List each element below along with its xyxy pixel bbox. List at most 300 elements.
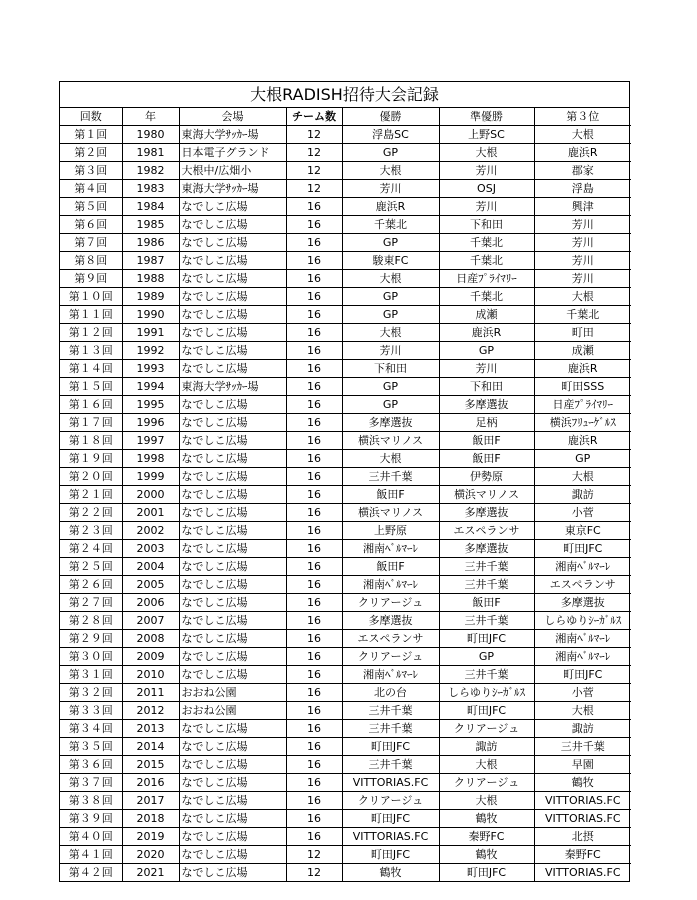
team-count-cell: 16: [286, 486, 342, 504]
year-cell: 2014: [122, 738, 179, 756]
records-body: [60, 126, 631, 882]
team-count-cell: 16: [286, 216, 342, 234]
year-cell: 1986: [122, 234, 179, 252]
edition-cell: 第１３回: [60, 342, 122, 360]
team-count-cell: 16: [286, 360, 342, 378]
runner-up-cell: 千葉北: [439, 252, 534, 270]
header-edition: 回数: [60, 108, 122, 126]
team-count-cell: 16: [286, 432, 342, 450]
third-place-cell: 町田JFC: [534, 666, 631, 684]
third-place-cell: 小菅: [534, 684, 631, 702]
edition-cell: 第１０回: [60, 288, 122, 306]
winner-cell: 鹿浜R: [342, 198, 439, 216]
edition-cell: 第１７回: [60, 414, 122, 432]
year-cell: 2007: [122, 612, 179, 630]
third-place-cell: 秦野FC: [534, 846, 631, 864]
runner-up-cell: 上野SC: [439, 126, 534, 144]
team-count-cell: 16: [286, 666, 342, 684]
third-place-cell: 芳川: [534, 234, 631, 252]
year-cell: 2010: [122, 666, 179, 684]
table-row: [60, 126, 631, 144]
header-row: [60, 108, 631, 126]
runner-up-cell: 多摩選抜: [439, 540, 534, 558]
year-cell: 2016: [122, 774, 179, 792]
winner-cell: VITTORIAS.FC: [342, 774, 439, 792]
edition-cell: 第１１回: [60, 306, 122, 324]
runner-up-cell: 大根: [439, 756, 534, 774]
winner-cell: 飯田F: [342, 486, 439, 504]
year-cell: 2020: [122, 846, 179, 864]
team-count-cell: 12: [286, 846, 342, 864]
year-cell: 2005: [122, 576, 179, 594]
table-row: [60, 522, 631, 540]
table-row: [60, 450, 631, 468]
edition-cell: 第１回: [60, 126, 122, 144]
winner-cell: 芳川: [342, 180, 439, 198]
team-count-cell: 16: [286, 684, 342, 702]
edition-cell: 第１４回: [60, 360, 122, 378]
edition-cell: 第８回: [60, 252, 122, 270]
team-count-cell: 12: [286, 162, 342, 180]
table-row: [60, 810, 631, 828]
edition-cell: 第４１回: [60, 846, 122, 864]
runner-up-cell: 三井千葉: [439, 558, 534, 576]
year-cell: 2019: [122, 828, 179, 846]
runner-up-cell: 町田JFC: [439, 702, 534, 720]
year-cell: 2012: [122, 702, 179, 720]
winner-cell: GP: [342, 234, 439, 252]
table-row: [60, 342, 631, 360]
year-cell: 2021: [122, 864, 179, 882]
venue-cell: なでしこ広場: [179, 540, 286, 558]
table-row: [60, 738, 631, 756]
third-place-cell: VITTORIAS.FC: [534, 792, 631, 810]
edition-cell: 第９回: [60, 270, 122, 288]
runner-up-cell: 足柄: [439, 414, 534, 432]
venue-cell: なでしこ広場: [179, 414, 286, 432]
edition-cell: 第２２回: [60, 504, 122, 522]
runner-up-cell: 多摩選抜: [439, 396, 534, 414]
third-place-cell: 郡家: [534, 162, 631, 180]
runner-up-cell: GP: [439, 342, 534, 360]
table-row: [60, 792, 631, 810]
winner-cell: クリアージュ: [342, 648, 439, 666]
third-place-cell: 成瀬: [534, 342, 631, 360]
team-count-cell: 16: [286, 558, 342, 576]
venue-cell: おおね公園: [179, 684, 286, 702]
table-row: [60, 396, 631, 414]
third-place-cell: VITTORIAS.FC: [534, 810, 631, 828]
winner-cell: GP: [342, 288, 439, 306]
third-place-cell: しらゆりｼｰｶﾞﾙｽ: [534, 612, 631, 630]
venue-cell: 東海大学ｻｯｶｰ場: [179, 126, 286, 144]
winner-cell: 三井千葉: [342, 702, 439, 720]
year-cell: 2009: [122, 648, 179, 666]
third-place-cell: 大根: [534, 468, 631, 486]
table-row: [60, 468, 631, 486]
header-venue: 会場: [179, 108, 286, 126]
winner-cell: 三井千葉: [342, 720, 439, 738]
team-count-cell: 16: [286, 234, 342, 252]
venue-cell: なでしこ広場: [179, 324, 286, 342]
runner-up-cell: 芳川: [439, 198, 534, 216]
edition-cell: 第３１回: [60, 666, 122, 684]
team-count-cell: 16: [286, 450, 342, 468]
third-place-cell: 湘南ﾍﾞﾙﾏｰﾚ: [534, 648, 631, 666]
year-cell: 1984: [122, 198, 179, 216]
table-row: [60, 540, 631, 558]
team-count-cell: 16: [286, 774, 342, 792]
table-row: [60, 324, 631, 342]
table-row: [60, 198, 631, 216]
edition-cell: 第２回: [60, 144, 122, 162]
team-count-cell: 16: [286, 198, 342, 216]
venue-cell: なでしこ広場: [179, 828, 286, 846]
venue-cell: なでしこ広場: [179, 630, 286, 648]
venue-cell: なでしこ広場: [179, 846, 286, 864]
third-place-cell: 興津: [534, 198, 631, 216]
runner-up-cell: クリアージュ: [439, 720, 534, 738]
venue-cell: なでしこ広場: [179, 522, 286, 540]
year-cell: 2011: [122, 684, 179, 702]
team-count-cell: 16: [286, 306, 342, 324]
table-row: [60, 504, 631, 522]
header-year: 年: [122, 108, 179, 126]
edition-cell: 第３７回: [60, 774, 122, 792]
venue-cell: なでしこ広場: [179, 270, 286, 288]
runner-up-cell: 千葉北: [439, 288, 534, 306]
winner-cell: 湘南ﾍﾞﾙﾏｰﾚ: [342, 576, 439, 594]
runner-up-cell: 下和田: [439, 216, 534, 234]
table-row: [60, 702, 631, 720]
team-count-cell: 16: [286, 756, 342, 774]
winner-cell: クリアージュ: [342, 792, 439, 810]
venue-cell: なでしこ広場: [179, 252, 286, 270]
third-place-cell: 東京FC: [534, 522, 631, 540]
table-row: [60, 774, 631, 792]
table-row: [60, 486, 631, 504]
venue-cell: なでしこ広場: [179, 576, 286, 594]
venue-cell: なでしこ広場: [179, 666, 286, 684]
venue-cell: なでしこ広場: [179, 738, 286, 756]
winner-cell: 大根: [342, 162, 439, 180]
team-count-cell: 16: [286, 738, 342, 756]
year-cell: 1995: [122, 396, 179, 414]
runner-up-cell: エスペランサ: [439, 522, 534, 540]
runner-up-cell: 飯田F: [439, 594, 534, 612]
runner-up-cell: GP: [439, 648, 534, 666]
team-count-cell: 16: [286, 468, 342, 486]
year-cell: 2000: [122, 486, 179, 504]
venue-cell: 大根中/広畑小: [179, 162, 286, 180]
third-place-cell: 湘南ﾍﾞﾙﾏｰﾚ: [534, 558, 631, 576]
table-row: [60, 648, 631, 666]
team-count-cell: 16: [286, 792, 342, 810]
team-count-cell: 16: [286, 540, 342, 558]
year-cell: 1991: [122, 324, 179, 342]
table-row: [60, 846, 631, 864]
table-row: [60, 270, 631, 288]
venue-cell: なでしこ広場: [179, 612, 286, 630]
third-place-cell: 日産ﾌﾟﾗｲﾏﾘｰ: [534, 396, 631, 414]
table-row: [60, 180, 631, 198]
winner-cell: 上野原: [342, 522, 439, 540]
third-place-cell: 大根: [534, 288, 631, 306]
header-team-count: チーム数: [286, 108, 342, 126]
team-count-cell: 16: [286, 576, 342, 594]
year-cell: 2004: [122, 558, 179, 576]
table-row: [60, 666, 631, 684]
year-cell: 2018: [122, 810, 179, 828]
year-cell: 2008: [122, 630, 179, 648]
third-place-cell: 芳川: [534, 252, 631, 270]
winner-cell: 浮島SC: [342, 126, 439, 144]
third-place-cell: 浮島: [534, 180, 631, 198]
edition-cell: 第５回: [60, 198, 122, 216]
table-row: [60, 756, 631, 774]
edition-cell: 第２０回: [60, 468, 122, 486]
year-cell: 1981: [122, 144, 179, 162]
runner-up-cell: 大根: [439, 792, 534, 810]
year-cell: 2006: [122, 594, 179, 612]
third-place-cell: 鶴牧: [534, 774, 631, 792]
venue-cell: なでしこ広場: [179, 342, 286, 360]
venue-cell: なでしこ広場: [179, 792, 286, 810]
team-count-cell: 16: [286, 612, 342, 630]
runner-up-cell: 諏訪: [439, 738, 534, 756]
edition-cell: 第１９回: [60, 450, 122, 468]
venue-cell: 日本電子グランド: [179, 144, 286, 162]
runner-up-cell: 日産ﾌﾟﾗｲﾏﾘｰ: [439, 270, 534, 288]
header-third-place: 第３位: [534, 108, 631, 126]
winner-cell: 大根: [342, 450, 439, 468]
team-count-cell: 16: [286, 720, 342, 738]
edition-cell: 第２４回: [60, 540, 122, 558]
winner-cell: 横浜マリノス: [342, 504, 439, 522]
runner-up-cell: 飯田F: [439, 450, 534, 468]
runner-up-cell: しらゆりｼｰｶﾞﾙｽ: [439, 684, 534, 702]
team-count-cell: 16: [286, 324, 342, 342]
venue-cell: なでしこ広場: [179, 450, 286, 468]
venue-cell: なでしこ広場: [179, 486, 286, 504]
runner-up-cell: 千葉北: [439, 234, 534, 252]
third-place-cell: 諏訪: [534, 486, 631, 504]
venue-cell: なでしこ広場: [179, 288, 286, 306]
team-count-cell: 16: [286, 252, 342, 270]
winner-cell: 駿東FC: [342, 252, 439, 270]
year-cell: 2017: [122, 792, 179, 810]
header-runner-up: 準優勝: [439, 108, 534, 126]
table-row: [60, 558, 631, 576]
runner-up-cell: 三井千葉: [439, 612, 534, 630]
venue-cell: なでしこ広場: [179, 396, 286, 414]
table-row: [60, 684, 631, 702]
winner-cell: 三井千葉: [342, 756, 439, 774]
third-place-cell: VITTORIAS.FC: [534, 864, 631, 882]
runner-up-cell: 横浜マリノス: [439, 486, 534, 504]
venue-cell: なでしこ広場: [179, 720, 286, 738]
edition-cell: 第３回: [60, 162, 122, 180]
team-count-cell: 16: [286, 270, 342, 288]
table-row: [60, 288, 631, 306]
winner-cell: 下和田: [342, 360, 439, 378]
year-cell: 1997: [122, 432, 179, 450]
venue-cell: なでしこ広場: [179, 864, 286, 882]
year-cell: 1990: [122, 306, 179, 324]
runner-up-cell: 鶴牧: [439, 810, 534, 828]
runner-up-cell: 町田JFC: [439, 864, 534, 882]
year-cell: 1987: [122, 252, 179, 270]
runner-up-cell: 鹿浜R: [439, 324, 534, 342]
winner-cell: 町田JFC: [342, 846, 439, 864]
edition-cell: 第３８回: [60, 792, 122, 810]
venue-cell: 東海大学ｻｯｶｰ場: [179, 378, 286, 396]
team-count-cell: 16: [286, 378, 342, 396]
year-cell: 2013: [122, 720, 179, 738]
table-row: [60, 378, 631, 396]
team-count-cell: 16: [286, 342, 342, 360]
table-row: [60, 306, 631, 324]
sheet-title: 大根RADISH招待大会記録: [60, 82, 629, 108]
year-cell: 1980: [122, 126, 179, 144]
venue-cell: なでしこ広場: [179, 468, 286, 486]
third-place-cell: 大根: [534, 126, 631, 144]
winner-cell: 湘南ﾍﾞﾙﾏｰﾚ: [342, 666, 439, 684]
runner-up-cell: 大根: [439, 144, 534, 162]
year-cell: 1993: [122, 360, 179, 378]
third-place-cell: 湘南ﾍﾞﾙﾏｰﾚ: [534, 630, 631, 648]
edition-cell: 第１２回: [60, 324, 122, 342]
winner-cell: 大根: [342, 324, 439, 342]
team-count-cell: 12: [286, 180, 342, 198]
third-place-cell: GP: [534, 450, 631, 468]
edition-cell: 第３２回: [60, 684, 122, 702]
runner-up-cell: 芳川: [439, 162, 534, 180]
third-place-cell: エスペランサ: [534, 576, 631, 594]
year-cell: 1989: [122, 288, 179, 306]
year-cell: 1998: [122, 450, 179, 468]
year-cell: 1982: [122, 162, 179, 180]
edition-cell: 第６回: [60, 216, 122, 234]
team-count-cell: 12: [286, 126, 342, 144]
edition-cell: 第１５回: [60, 378, 122, 396]
runner-up-cell: 芳川: [439, 360, 534, 378]
venue-cell: おおね公園: [179, 702, 286, 720]
edition-cell: 第２７回: [60, 594, 122, 612]
table-row: [60, 414, 631, 432]
venue-cell: なでしこ広場: [179, 306, 286, 324]
table-row: [60, 612, 631, 630]
team-count-cell: 16: [286, 414, 342, 432]
venue-cell: なでしこ広場: [179, 594, 286, 612]
table-row: [60, 630, 631, 648]
table-row: [60, 864, 631, 882]
year-cell: 2001: [122, 504, 179, 522]
winner-cell: GP: [342, 378, 439, 396]
third-place-cell: 鹿浜R: [534, 144, 631, 162]
year-cell: 1996: [122, 414, 179, 432]
third-place-cell: 千葉北: [534, 306, 631, 324]
edition-cell: 第２１回: [60, 486, 122, 504]
table-row: [60, 234, 631, 252]
winner-cell: GP: [342, 396, 439, 414]
third-place-cell: 町田JFC: [534, 540, 631, 558]
team-count-cell: 12: [286, 864, 342, 882]
year-cell: 1985: [122, 216, 179, 234]
winner-cell: 芳川: [342, 342, 439, 360]
table-row: [60, 162, 631, 180]
runner-up-cell: OSJ: [439, 180, 534, 198]
year-cell: 1983: [122, 180, 179, 198]
winner-cell: 三井千葉: [342, 468, 439, 486]
venue-cell: なでしこ広場: [179, 198, 286, 216]
year-cell: 1988: [122, 270, 179, 288]
winner-cell: 町田JFC: [342, 810, 439, 828]
runner-up-cell: 下和田: [439, 378, 534, 396]
venue-cell: なでしこ広場: [179, 234, 286, 252]
table-row: [60, 576, 631, 594]
header-winner: 優勝: [342, 108, 439, 126]
winner-cell: 多摩選抜: [342, 414, 439, 432]
edition-cell: 第２８回: [60, 612, 122, 630]
winner-cell: 町田JFC: [342, 738, 439, 756]
winner-cell: 横浜マリノス: [342, 432, 439, 450]
winner-cell: 大根: [342, 270, 439, 288]
edition-cell: 第２６回: [60, 576, 122, 594]
runner-up-cell: クリアージュ: [439, 774, 534, 792]
third-place-cell: 鹿浜R: [534, 360, 631, 378]
third-place-cell: 芳川: [534, 216, 631, 234]
runner-up-cell: 鶴牧: [439, 846, 534, 864]
table-row: [60, 432, 631, 450]
edition-cell: 第４回: [60, 180, 122, 198]
third-place-cell: 小菅: [534, 504, 631, 522]
team-count-cell: 16: [286, 396, 342, 414]
third-place-cell: 三井千葉: [534, 738, 631, 756]
winner-cell: 北の台: [342, 684, 439, 702]
runner-up-cell: 三井千葉: [439, 576, 534, 594]
venue-cell: なでしこ広場: [179, 810, 286, 828]
runner-up-cell: 町田JFC: [439, 630, 534, 648]
table-row: [60, 360, 631, 378]
edition-cell: 第３０回: [60, 648, 122, 666]
team-count-cell: 16: [286, 594, 342, 612]
venue-cell: なでしこ広場: [179, 756, 286, 774]
venue-cell: なでしこ広場: [179, 774, 286, 792]
edition-cell: 第２９回: [60, 630, 122, 648]
edition-cell: 第７回: [60, 234, 122, 252]
table-row: [60, 144, 631, 162]
third-place-cell: 芳川: [534, 270, 631, 288]
third-place-cell: 鹿浜R: [534, 432, 631, 450]
team-count-cell: 16: [286, 630, 342, 648]
records-sheet: [59, 81, 630, 882]
records-table: [60, 108, 631, 881]
year-cell: 1994: [122, 378, 179, 396]
year-cell: 1992: [122, 342, 179, 360]
team-count-cell: 16: [286, 288, 342, 306]
third-place-cell: 多摩選抜: [534, 594, 631, 612]
year-cell: 2002: [122, 522, 179, 540]
table-row: [60, 720, 631, 738]
year-cell: 1999: [122, 468, 179, 486]
third-place-cell: 北摂: [534, 828, 631, 846]
venue-cell: なでしこ広場: [179, 216, 286, 234]
winner-cell: 飯田F: [342, 558, 439, 576]
third-place-cell: 早園: [534, 756, 631, 774]
edition-cell: 第２５回: [60, 558, 122, 576]
winner-cell: VITTORIAS.FC: [342, 828, 439, 846]
